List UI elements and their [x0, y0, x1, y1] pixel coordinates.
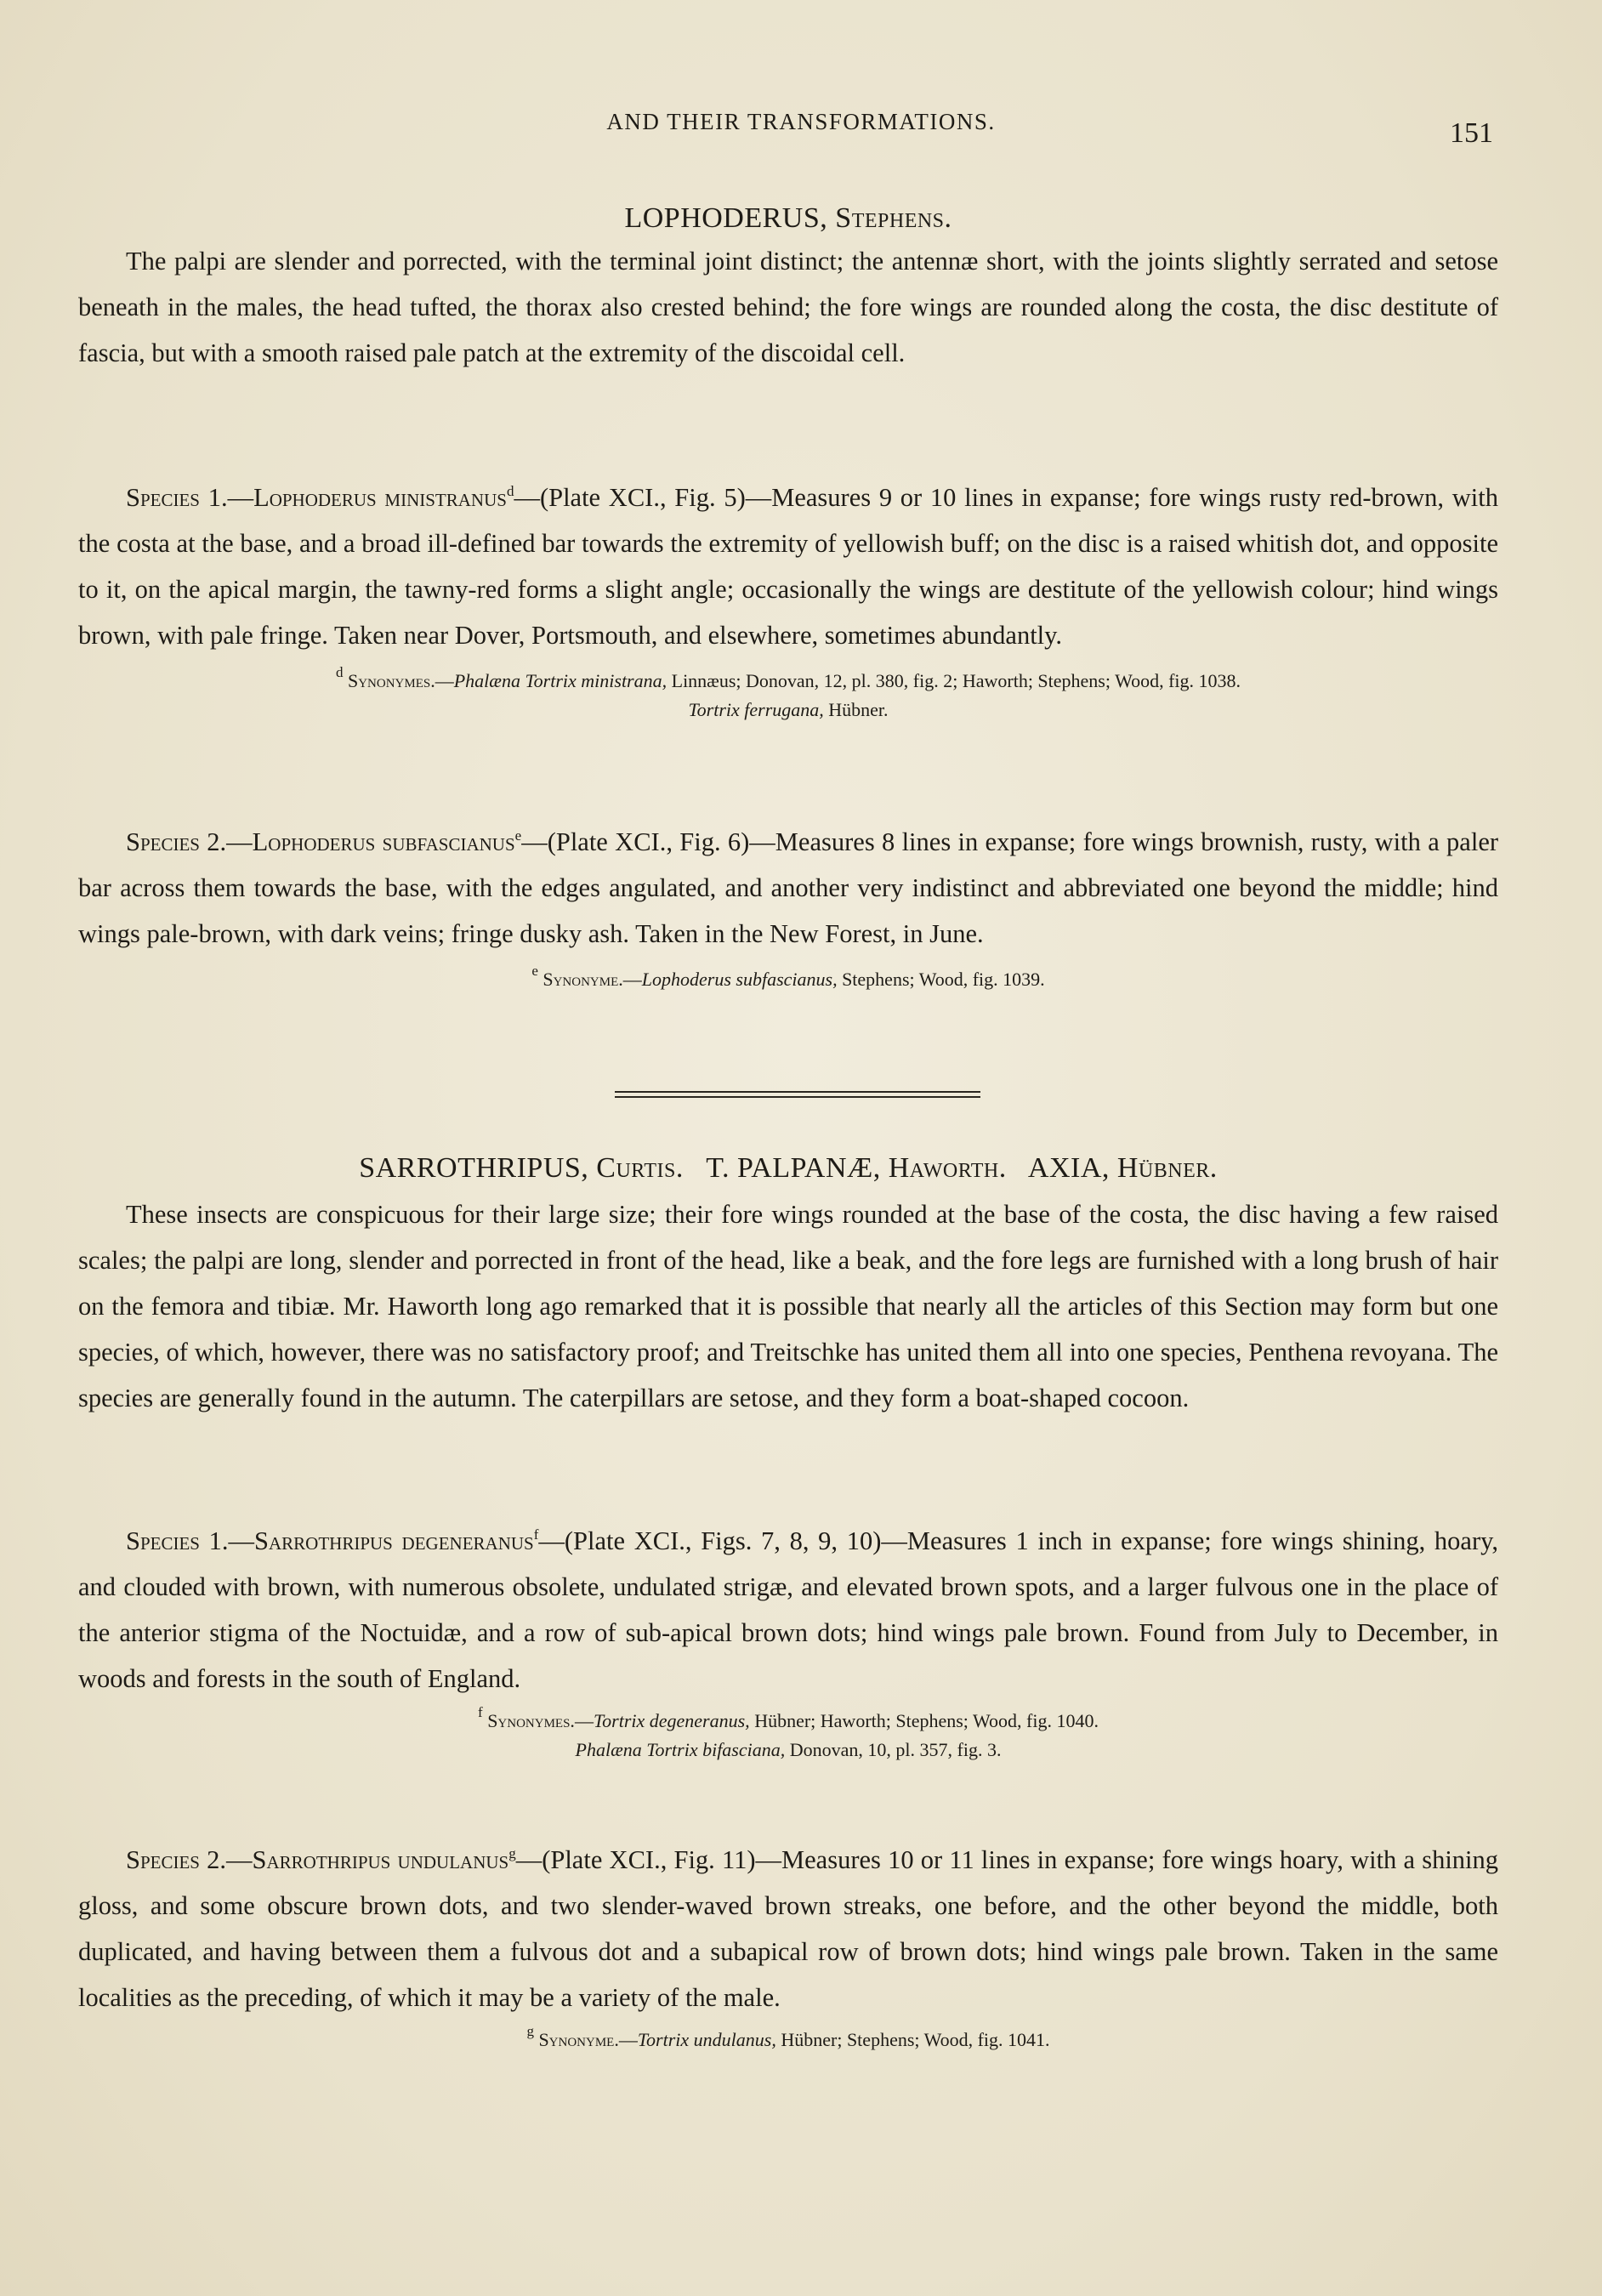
sarrothripus-species-2 — [78, 1837, 1498, 2054]
lophoderus-species-2 — [78, 819, 1498, 994]
footnote-mark: e — [531, 963, 538, 979]
species-label: Species 1.—Lophoderus ministranus — [126, 483, 507, 512]
footnote-ref: f — [533, 1526, 539, 1543]
synonym-name: Tortrix undulanus, — [637, 2029, 776, 2050]
species-text: —(Plate XCI., Fig. 11)—Measures 10 or 11 lines in expanse; fore wings hoary, with a shining gloss, and some obscure brown dots, and two slender-waved brown streaks, one before, and the other beyond the middle, both duplicated, and having between them a fulvous dot and a subapical row of brown dots; hind wings pale brown. Taken in the same localities as the preceding, of which it may be a variety of the male. — [78, 1845, 1499, 2012]
species-label: Species 2.—Sarrothripus undulanus — [126, 1845, 509, 1874]
species-label: Species 1.—Sarrothripus degeneranus — [126, 1526, 534, 1555]
species-label: Species 2.—Lophoderus subfascianus — [126, 827, 515, 856]
lophoderus-species-1 — [78, 475, 1498, 725]
species-text: —(Plate XCI., Fig. 5)—Measures 9 or 10 lines in expanse; fore wings rusty red-brown, with the costa at the base, and a broad ill-defined bar towards the extremity of yellowish buff; on the disc is a raised whitish dot, and opposite to it, on the apical margin, the tawny-red forms a slight angle; occasionally the wings are destitute of the yellowish colour; hind wings brown, with pale fringe. Taken near Dover, Portsmouth, and elsewhere, sometimes abundantly. — [78, 483, 1498, 650]
species-text: —(Plate XCI., Fig. 6)—Measures 8 lines in expanse; fore wings brownish, rusty, with a paler bar across them towards the base, with the edges angulated, and another very indistinct and abbreviated one beyond the middle; hind wings pale-brown, with dark veins; fringe dusky ash. Taken in the New Forest, in June. — [78, 827, 1499, 948]
sarrothripus-species-1 — [78, 1518, 1498, 1765]
genus-author: Curtis. — [596, 1152, 684, 1184]
genus-author: Hübner. — [1116, 1152, 1218, 1184]
section-title-sarrothripus — [78, 1152, 1498, 1185]
footnote-label: Synonymes. — [347, 670, 435, 691]
footnote-label: Synonyme. — [538, 2029, 619, 2050]
synonym-name: Lophoderus subfascianus, — [641, 969, 838, 990]
synonym-refs: Hübner; Haworth; Stephens; Wood, fig. 1040. — [749, 1710, 1099, 1731]
running-head: AND THEIR TRANSFORMATIONS. — [606, 109, 996, 134]
footnote-label: Synonymes. — [487, 1710, 575, 1731]
footnote: $^g$ Synonyme.—Tortrix undulanus, Hübner; Stephens; Wood, fig. 1041. — [526, 2023, 1050, 2050]
genus-author: Haworth. — [888, 1152, 1007, 1184]
synonym-refs: Donovan, 10, pl. 357, fig. 3. — [785, 1739, 1002, 1760]
genus-author: Stephens. — [835, 202, 952, 234]
species-paragraph — [78, 819, 1498, 957]
footnote: $^d$ Synonymes.—Phalæna Tortrix ministrana, Linnæus; Donovan, 12, pl. 380, fig. 2; Haworth; Stephens; Wood, fig. 1038. Tortrix ferrugana, Hübner. — [335, 664, 1241, 720]
lophoderus-section — [78, 202, 1498, 376]
footnote-mark: g — [526, 2023, 534, 2039]
species-paragraph — [78, 475, 1498, 658]
footnote: $^f$ Synonymes.—Tortrix degeneranus, Hübner; Haworth; Stephens; Wood, fig. 1040. Phalæna Tortrix bifasciana, Donovan, 10, pl. 357, fig. 3. — [478, 1704, 1099, 1760]
genus-intro: The palpi are slender and porrected, with the terminal joint distinct; the antennæ short, with the joints slightly serrated and setose beneath in the males, the head tufted, the thorax also crested behind; the fore wings are rounded along the costa, the disc destitute of fascia, but with a smooth raised pale patch at the extremity of the discoidal cell. — [78, 247, 1498, 367]
synonym-refs: Stephens; Wood, fig. 1039. — [837, 969, 1045, 990]
synonym-refs: Hübner; Stephens; Wood, fig. 1041. — [775, 2029, 1050, 2050]
footnote-ref: d — [506, 483, 514, 499]
footnote-ref: e — [514, 827, 522, 844]
species-paragraph — [78, 1837, 1498, 2020]
genus-name: LOPHODERUS, — [624, 202, 828, 234]
section-title-lophoderus — [78, 202, 1498, 235]
footnote-label: Synonyme. — [543, 969, 623, 990]
synonym-refs: Hübner. — [823, 699, 889, 720]
genus-name: AXIA, — [1027, 1152, 1110, 1184]
species-paragraph — [78, 1518, 1498, 1702]
synonym-name: Phalæna Tortrix bifasciana, — [575, 1739, 786, 1760]
synonym-refs: Linnæus; Donovan, 12, pl. 380, fig. 2; Haworth; Stephens; Wood, fig. 1038. — [667, 670, 1241, 691]
page-number: 151 — [1450, 117, 1493, 149]
footnote-mark: d — [335, 664, 344, 680]
genus-intro: These insects are conspicuous for their large size; their fore wings rounded at the base of the costa, the disc having a few raised scales; the palpi are long, slender and porrected in front of the head, like a beak, and the fore legs are furnished with a long brush of hair on the femora and tibiæ. Mr. Haworth long ago remarked that it is possible that nearly all the articles of this Section may form but one species, of which, however, there was no satisfactory proof; and Treitschke has united them all into one species, Penthena revoyana. The species are generally found in the autumn. The caterpillars are setose, and they form a boat-shaped cocoon. — [78, 1200, 1498, 1412]
synonym-name: Tortrix ferrugana, — [688, 699, 824, 720]
sarrothripus-section — [78, 1152, 1498, 1421]
footnote: $^e$ Synonyme.—Lophoderus subfascianus, Stephens; Wood, fig. 1039. — [531, 963, 1045, 990]
section-divider — [615, 1091, 980, 1100]
synonym-name: Tortrix degeneranus, — [593, 1710, 750, 1731]
species-text: —(Plate XCI., Figs. 7, 8, 9, 10)—Measures 1 inch in expanse; fore wings shining, hoary, and clouded with brown, with numerous obsolete, undulated strigæ, and elevated brown spots, and a larger fulvous one in the place of the anterior stigma of the Noctuidæ, and a row of sub-apical brown dots; hind wings pale brown. Found from July to December, in woods and forests in the south of England. — [78, 1526, 1498, 1693]
synonym-name: Phalæna Tortrix ministrana, — [453, 670, 668, 691]
footnote-mark: f — [478, 1704, 483, 1720]
footnote-ref: g — [508, 1845, 516, 1861]
genus-name: SARROTHRIPUS, — [359, 1152, 589, 1184]
genus-name: T. PALPANÆ, — [706, 1152, 881, 1184]
